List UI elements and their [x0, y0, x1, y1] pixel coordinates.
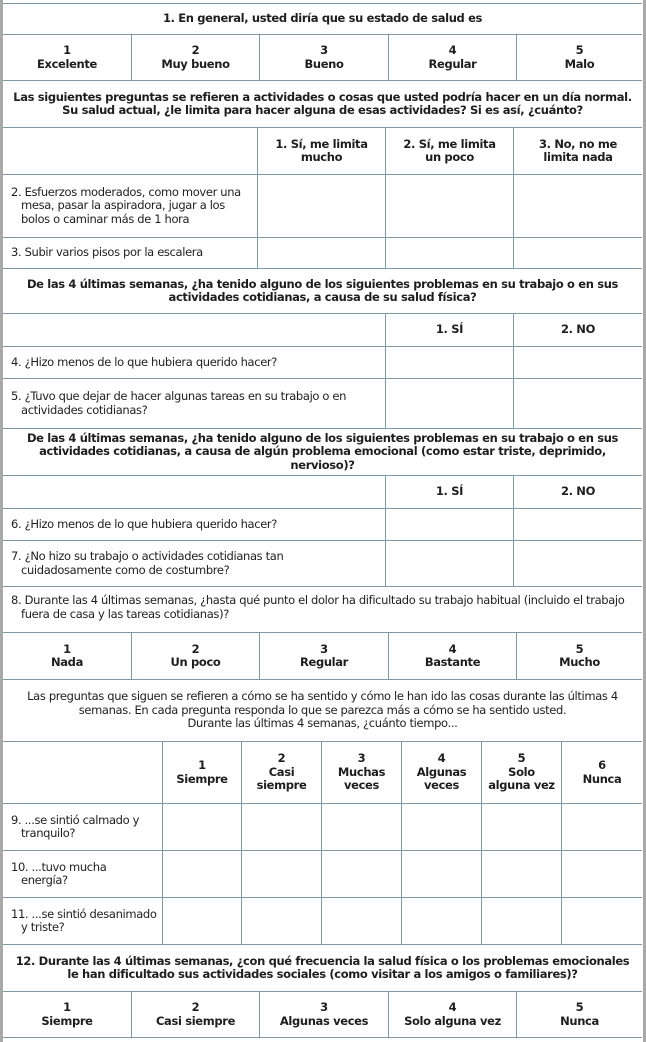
feelings-col-5 — [481, 742, 561, 803]
activities-header-row — [3, 127, 642, 174]
activities-intro: Las siguientes preguntas se refieren a actividades o cosas que usted podría hacer en un día normal. Su salud actual, ¿le limita para hacer alguna de esas actividades? Si es así, ¿cuánto? — [13, 89, 632, 117]
option-label: Muy bueno — [161, 56, 230, 71]
item-text: 10. ...tuvo mucha energía? — [11, 859, 107, 887]
emotional-col-no: 2. NO — [513, 476, 642, 508]
physical-col-no: 2. NO — [513, 314, 642, 346]
answer-cell[interactable] — [241, 804, 321, 850]
answer-cell[interactable] — [513, 175, 642, 237]
answer-cell[interactable] — [385, 541, 513, 586]
feelings-header-row — [3, 741, 642, 803]
answer-cell[interactable] — [162, 804, 241, 850]
column-number: 2 — [277, 751, 286, 766]
column-number: 5 — [517, 751, 526, 766]
q12-title: 12. Durante las 4 últimas semanas, ¿con qué frecuencia la salud física o los problemas emocionales le han dificultado sus actividades sociales (como visitar a los amigos o familiares)? — [15, 953, 630, 981]
column-number: 1 — [198, 758, 206, 772]
q12-option-5[interactable] — [516, 992, 642, 1037]
option-number: 2 — [191, 43, 200, 57]
feelings-col-4 — [401, 742, 481, 803]
answer-cell[interactable] — [162, 898, 241, 944]
column-label: Nunca — [582, 771, 622, 786]
activities-col-1: 1. Sí, me limita mucho — [257, 128, 385, 174]
item-text: 5. ¿Tuvo que dejar de hacer algunas tareas en su trabajo o en actividades cotidianas? — [11, 389, 347, 417]
answer-cell[interactable] — [401, 804, 481, 850]
option-number: 1 — [63, 641, 71, 656]
item-text: 3. Subir varios pisos por la escalera — [11, 245, 203, 260]
item-text: 2. Esfuerzos moderados, como mover una mesa, pasar la aspiradora, jugar a los bolos o caminar más de 1 hora — [11, 184, 241, 226]
answer-cell[interactable] — [241, 851, 321, 897]
feelings-item-row — [3, 850, 642, 897]
q8-title: 8. Durante las 4 últimas semanas, ¿hasta qué punto el dolor ha dificultado su trabajo habitual (incluido el trabajo fuera de casa y las tareas cotidianas)? — [11, 593, 625, 621]
column-label: Solo alguna vez — [488, 764, 555, 793]
item-text: 9. ...se sintió calmado y tranquilo? — [11, 812, 140, 840]
answer-cell[interactable] — [257, 238, 385, 268]
column-label: Algunas veces — [416, 764, 467, 793]
column-label: Muchas veces — [337, 764, 386, 793]
option-number: 3 — [320, 641, 328, 656]
option-label: Regular — [428, 56, 477, 71]
feelings-intro — [3, 680, 642, 741]
option-label: Regular — [300, 655, 348, 669]
feelings-intro-row — [3, 679, 642, 741]
option-label: Nada — [51, 655, 83, 669]
column-label: Casi siempre — [256, 764, 307, 793]
activities-col-3: 3. No, no me limita nada — [513, 128, 642, 174]
answer-cell[interactable] — [385, 238, 513, 268]
physical-item-row — [3, 378, 642, 428]
physical-item-label — [3, 379, 385, 428]
answer-cell[interactable] — [401, 851, 481, 897]
q12-option-4[interactable] — [388, 992, 516, 1037]
answer-cell[interactable] — [321, 898, 401, 944]
q12-option-1[interactable] — [3, 992, 131, 1037]
option-label: Bueno — [304, 56, 344, 71]
emotional-item-row — [3, 508, 642, 540]
activities-header-blank — [3, 128, 257, 174]
physical-intro: De las 4 últimas semanas, ¿ha tenido alguno de los siguientes problemas en su trabajo o en sus actividades cotidianas, a causa de su salud física? — [26, 276, 619, 304]
option-number: 1 — [63, 1000, 71, 1014]
answer-cell[interactable] — [513, 379, 642, 428]
q8-option-5[interactable] — [516, 633, 642, 679]
emotional-intro: De las 4 últimas semanas, ¿ha tenido alguno de los siguientes problemas en su trabajo o en sus actividades cotidianas, a causa de algún problema emocional (como estar triste, deprimido, nervioso)? — [26, 430, 619, 472]
q8-option-3[interactable] — [259, 633, 388, 679]
feelings-item-label — [3, 851, 162, 897]
column-label: Siempre — [176, 771, 228, 786]
answer-cell[interactable] — [481, 851, 561, 897]
option-label: Casi siempre — [155, 1013, 236, 1028]
option-label: Algunas veces — [279, 1013, 369, 1028]
emotional-header-row — [3, 475, 642, 508]
q1-option-2[interactable] — [131, 35, 259, 80]
emotional-intro-row — [3, 428, 642, 475]
emotional-item-row — [3, 540, 642, 586]
q1-option-4[interactable] — [388, 35, 516, 80]
option-number: 5 — [575, 43, 584, 57]
option-number: 4 — [448, 43, 457, 57]
feelings-item-row — [3, 803, 642, 850]
q12-option-3[interactable] — [259, 992, 388, 1037]
answer-cell[interactable] — [385, 509, 513, 540]
option-label: Siempre — [41, 1013, 93, 1028]
activities-item-row — [3, 237, 642, 268]
q1-option-5[interactable] — [516, 35, 642, 80]
option-number: 2 — [191, 641, 200, 656]
q1-title-row — [3, 3, 642, 34]
answer-cell[interactable] — [481, 804, 561, 850]
activities-intro-row — [3, 80, 642, 127]
feelings-intro-text: Las preguntas que siguen se refieren a cómo se ha sentido y cómo le han ido las cosas durante las últimas 4 semanas. En cada pregunta responda lo que se parezca más a cómo se ha sentido usted. — [27, 689, 618, 717]
answer-cell[interactable] — [401, 898, 481, 944]
option-number: 4 — [448, 641, 457, 656]
answer-cell[interactable] — [321, 851, 401, 897]
answer-cell[interactable] — [241, 898, 321, 944]
q8-option-4[interactable] — [388, 633, 516, 679]
emotional-col-yes: 1. SÍ — [385, 476, 513, 508]
option-label: Malo — [564, 56, 595, 71]
feelings-item-label — [3, 804, 162, 850]
feelings-col-3 — [321, 742, 401, 803]
feelings-col-6 — [561, 742, 642, 803]
physical-col-yes: 1. SÍ — [385, 314, 513, 346]
answer-cell[interactable] — [513, 238, 642, 268]
item-text: 6. ¿Hizo menos de lo que hubiera querido hacer? — [11, 516, 278, 531]
option-number: 4 — [448, 1000, 457, 1014]
q1-option-1[interactable] — [3, 35, 131, 80]
q1-options-row — [3, 34, 642, 80]
option-label: Un poco — [170, 655, 221, 669]
q1-title: 1. En general, usted diría que su estado de salud es — [162, 11, 483, 26]
q8-option-1[interactable] — [3, 633, 131, 679]
q8-title-row — [3, 586, 642, 632]
activities-item-label — [3, 238, 257, 268]
emotional-header-blank — [3, 476, 385, 508]
answer-cell[interactable] — [561, 804, 642, 850]
q8-options-row — [3, 632, 642, 679]
option-label: Bastante — [424, 655, 481, 669]
option-number: 5 — [575, 641, 584, 656]
answer-cell[interactable] — [561, 898, 642, 944]
option-label: Solo alguna vez — [404, 1013, 501, 1028]
physical-intro-row — [3, 268, 642, 313]
physical-item-label — [3, 347, 385, 378]
option-number: 3 — [320, 1000, 328, 1014]
physical-header-blank — [3, 314, 385, 346]
answer-cell[interactable] — [385, 379, 513, 428]
feelings-intro-question: Durante las últimas 4 semanas, ¿cuánto tiempo... — [187, 716, 458, 731]
physical-item-row — [3, 346, 642, 378]
physical-header-row — [3, 313, 642, 346]
answer-cell[interactable] — [481, 898, 561, 944]
option-label: Nunca — [560, 1013, 599, 1028]
feelings-item-label — [3, 898, 162, 944]
activities-col-2: 2. Sí, me limita un poco — [385, 128, 513, 174]
option-number: 1 — [63, 43, 71, 57]
answer-cell[interactable] — [513, 541, 642, 586]
feelings-col-1 — [162, 742, 241, 803]
option-number: 5 — [575, 1000, 584, 1014]
column-number: 4 — [437, 751, 446, 766]
q12-title-row — [3, 944, 642, 991]
emotional-item-label — [3, 541, 385, 586]
option-label: Excelente — [37, 56, 97, 71]
q12-options-row — [3, 991, 642, 1038]
option-label: Mucho — [559, 655, 600, 669]
answer-cell[interactable] — [513, 509, 642, 540]
item-text: 7. ¿No hizo su trabajo o actividades cotidianas tan cuidadosamente como de costumbre? — [11, 549, 284, 577]
q1-option-3[interactable] — [259, 35, 388, 80]
answer-cell[interactable] — [385, 347, 513, 378]
answer-cell[interactable] — [513, 347, 642, 378]
activities-item-label — [3, 175, 257, 237]
option-number: 3 — [320, 43, 328, 57]
option-number: 2 — [191, 1000, 200, 1014]
answer-cell[interactable] — [385, 175, 513, 237]
column-number: 6 — [598, 758, 606, 772]
q8-option-2[interactable] — [131, 633, 259, 679]
answer-cell[interactable] — [257, 175, 385, 237]
feelings-col-2 — [241, 742, 321, 803]
item-text: 4. ¿Hizo menos de lo que hubiera querido hacer? — [11, 354, 278, 369]
answer-cell[interactable] — [321, 804, 401, 850]
emotional-item-label — [3, 509, 385, 540]
item-text: 11. ...se sintió desanimado y triste? — [11, 906, 157, 934]
answer-cell[interactable] — [561, 851, 642, 897]
q12-option-2[interactable] — [131, 992, 259, 1037]
column-number: 3 — [357, 751, 366, 766]
feelings-header-blank — [3, 742, 162, 803]
activities-item-row — [3, 174, 642, 237]
feelings-item-row — [3, 897, 642, 944]
answer-cell[interactable] — [162, 851, 241, 897]
